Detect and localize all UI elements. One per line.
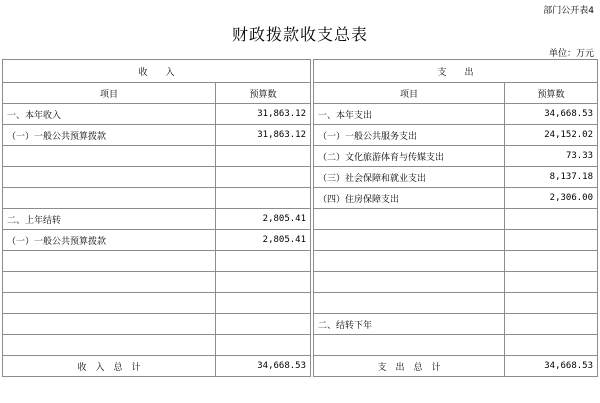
expense-item-cell: （四）住房保障支出 — [314, 188, 505, 209]
income-item-cell: （一）一般公共预算拨款 — [3, 125, 216, 146]
expense-item-cell: 一、本年支出 — [314, 104, 505, 125]
table-row — [3, 251, 598, 272]
table-row — [3, 314, 598, 335]
income-amount-cell — [216, 314, 311, 335]
table-row — [3, 272, 598, 293]
section-header-row — [3, 60, 598, 83]
income-item-cell — [3, 167, 216, 188]
income-amount-cell: 31,863.12 — [216, 125, 311, 146]
expense-amount-cell — [505, 293, 598, 314]
expense-amount-cell — [505, 230, 598, 251]
expense-item-cell — [314, 293, 505, 314]
expense-item-cell — [314, 209, 505, 230]
expense-amount-header: 预算数 — [505, 83, 598, 104]
expense-item-cell: （三）社会保障和就业支出 — [314, 167, 505, 188]
expense-section-header: 支 出 — [314, 60, 598, 83]
income-amount-cell — [216, 293, 311, 314]
income-amount-cell: 31,863.12 — [216, 104, 311, 125]
expense-amount-cell — [505, 251, 598, 272]
income-item-cell: （一）一般公共预算拨款 — [3, 230, 216, 251]
expense-amount-cell: 24,152.02 — [505, 125, 598, 146]
income-amount-cell — [216, 251, 311, 272]
expense-total-label: 支 出 总 计 — [314, 356, 505, 377]
income-item-cell — [3, 314, 216, 335]
table-row — [3, 167, 598, 188]
income-item-cell: 一、本年收入 — [3, 104, 216, 125]
expense-item-cell: （二）文化旅游体育与传媒支出 — [314, 146, 505, 167]
expense-item-header: 项目 — [314, 83, 505, 104]
page-title: 财政拨款收支总表 — [231, 25, 368, 44]
expense-item-cell: （一）一般公共服务支出 — [314, 125, 505, 146]
expense-amount-cell — [505, 314, 598, 335]
expense-item-cell: 二、结转下年 — [314, 314, 505, 335]
table-row — [3, 188, 598, 209]
table-row — [3, 146, 598, 167]
income-item-cell — [3, 188, 216, 209]
expense-amount-cell: 34,668.53 — [505, 104, 598, 125]
income-amount-cell — [216, 335, 311, 356]
income-total-value: 34,668.53 — [216, 356, 311, 377]
income-item-cell — [3, 293, 216, 314]
income-item-cell: 二、上年结转 — [3, 209, 216, 230]
income-item-cell — [3, 146, 216, 167]
income-total-label: 收 入 总 计 — [3, 356, 216, 377]
table-row — [3, 125, 598, 146]
income-amount-header: 预算数 — [216, 83, 311, 104]
income-item-cell — [3, 272, 216, 293]
expense-amount-cell — [505, 335, 598, 356]
table-row — [3, 230, 598, 251]
expense-item-cell — [314, 272, 505, 293]
expense-item-cell — [314, 335, 505, 356]
income-amount-cell — [216, 188, 311, 209]
unit-label: 单位：万元 — [548, 49, 594, 59]
income-amount-cell — [216, 146, 311, 167]
expense-amount-cell: 2,306.00 — [505, 188, 598, 209]
column-header-row — [3, 83, 598, 104]
income-section-header: 收 入 — [3, 60, 311, 83]
expense-amount-cell: 73.33 — [505, 146, 598, 167]
table-row — [3, 293, 598, 314]
budget-table — [2, 59, 598, 377]
table-row — [3, 335, 598, 356]
expense-item-cell — [314, 251, 505, 272]
income-item-cell — [3, 251, 216, 272]
income-amount-cell — [216, 167, 311, 188]
expense-item-cell — [314, 230, 505, 251]
expense-amount-cell — [505, 209, 598, 230]
totals-row — [3, 356, 598, 377]
income-item-header: 项目 — [3, 83, 216, 104]
income-amount-cell — [216, 272, 311, 293]
table-row — [3, 104, 598, 125]
expense-total-value: 34,668.53 — [505, 356, 598, 377]
table-row — [3, 209, 598, 230]
income-amount-cell: 2,805.41 — [216, 209, 311, 230]
expense-amount-cell: 8,137.18 — [505, 167, 598, 188]
table-number-label: 部门公开表4 — [543, 6, 594, 16]
expense-amount-cell — [505, 272, 598, 293]
income-amount-cell: 2,805.41 — [216, 230, 311, 251]
income-item-cell — [3, 335, 216, 356]
